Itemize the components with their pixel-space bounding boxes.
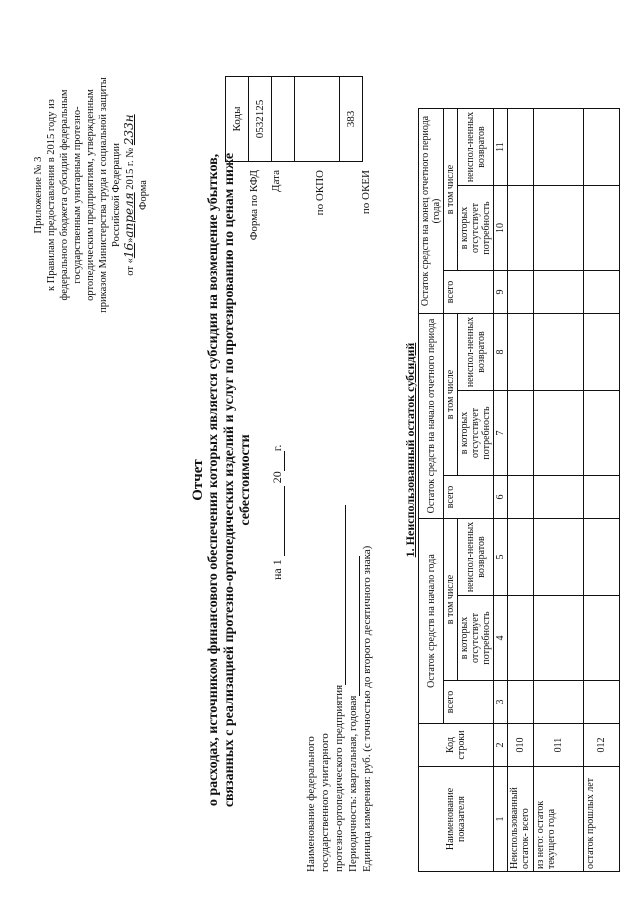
codes-table	[225, 76, 363, 162]
header-total: всего	[444, 271, 494, 314]
table-cell[interactable]	[534, 109, 584, 186]
org-name-field[interactable]	[335, 505, 346, 685]
table-cell[interactable]	[584, 476, 620, 519]
period-blank[interactable]	[272, 486, 285, 556]
table-cell[interactable]	[534, 186, 584, 271]
handwritten-day: 16	[122, 242, 136, 259]
title-line: о расходах, источником финансового обеспечения которых является субсидия на возмещение убытков,	[206, 153, 221, 807]
table-cell[interactable]	[534, 476, 584, 519]
organization-info	[305, 452, 375, 872]
column-number: 3	[494, 681, 508, 724]
row-code: 011	[534, 724, 584, 767]
header-group-year-start: Остаток средств на начало года	[419, 519, 444, 724]
header-unreturned: неиспол-ненных возвратов	[458, 314, 494, 391]
table-cell[interactable]	[584, 109, 620, 186]
header-unreturned: неиспол-ненных возвратов	[458, 519, 494, 596]
section-title: 1. Неиспользованный остаток субсидий	[403, 342, 417, 558]
handwritten-number: 233н	[122, 114, 136, 146]
table-cell[interactable]	[584, 519, 620, 596]
appendix-line: Российской Федерации	[111, 143, 122, 247]
code-okpo-value[interactable]	[295, 77, 340, 162]
balance-table	[418, 108, 620, 872]
table-cell[interactable]	[584, 596, 620, 681]
appendix-line: Приложение № 3	[33, 156, 44, 234]
form-word: Форма	[138, 180, 149, 210]
code-kfd-value[interactable]: 0532125	[249, 77, 272, 162]
title-line: себестоимости	[238, 434, 253, 526]
table-cell[interactable]	[508, 271, 534, 314]
report-title	[190, 100, 254, 860]
header-no-need: в которых отсутствует потребность	[458, 186, 494, 271]
table-cell[interactable]	[508, 596, 534, 681]
title-line: связанных с реализацией протезно-ортопедических изделий и услуг по протезированию по ценам ниже	[222, 152, 237, 808]
header-total: всего	[444, 681, 494, 724]
periodicity-field[interactable]	[349, 556, 360, 696]
appendix-date: от «16»апреля 2015 г. № 233н	[122, 114, 136, 276]
table-cell[interactable]	[508, 314, 534, 391]
header-incl: в том числе	[444, 314, 458, 476]
table-cell[interactable]	[508, 186, 534, 271]
column-number: 10	[494, 186, 508, 271]
table-cell[interactable]	[584, 391, 620, 476]
title-line: Отчет	[190, 459, 206, 501]
header-group-period-end: Остаток средств на конец отчетного периода (года)	[419, 109, 444, 314]
handwritten-month: апреля	[122, 192, 136, 238]
code-label-date: Дата	[270, 170, 282, 192]
appendix-line: ортопедическим предприятиям, утвержденным	[85, 89, 96, 301]
header-indicator: Наименование показателя	[419, 767, 494, 872]
table-cell[interactable]	[584, 186, 620, 271]
column-number: 2	[494, 724, 508, 767]
code-label-okpo: по ОКПО	[314, 170, 326, 216]
code-date-value[interactable]	[272, 77, 295, 162]
column-number: 7	[494, 391, 508, 476]
table-cell[interactable]	[584, 314, 620, 391]
appendix-block	[32, 70, 150, 320]
header-incl: в том числе	[444, 109, 458, 271]
header-group-period-start: Остаток средств на начало отчетного периода	[419, 314, 444, 519]
row-code: 012	[584, 724, 620, 767]
org-name-label: Наименование федерального	[305, 736, 317, 872]
code-label-okei: по ОКЕИ	[360, 170, 372, 215]
table-cell[interactable]	[508, 681, 534, 724]
header-unreturned: неиспол-ненных возвратов	[458, 109, 494, 186]
year-blank[interactable]	[272, 451, 285, 471]
column-number: 8	[494, 314, 508, 391]
column-number: 9	[494, 271, 508, 314]
row-name: остаток прошлых лет	[584, 767, 620, 872]
code-okei-value[interactable]: 383	[340, 77, 363, 162]
column-number: 6	[494, 476, 508, 519]
appendix-line: федерального бюджета субсидий федеральным	[59, 89, 70, 301]
table-cell[interactable]	[584, 271, 620, 314]
table-cell[interactable]	[508, 519, 534, 596]
table-cell[interactable]	[508, 476, 534, 519]
header-no-need: в которых отсутствует потребность	[458, 596, 494, 681]
table-cell[interactable]	[534, 596, 584, 681]
header-incl: в том числе	[444, 519, 458, 681]
appendix-line: к Правилам предоставления в 2015 году из	[46, 99, 57, 291]
appendix-line: государственным унитарным протезно-	[72, 106, 83, 284]
row-name: Неиспользованный остаток- всего	[508, 767, 534, 872]
units-label: Единица измерения: руб. (с точностью до второго десятичного знака)	[361, 545, 373, 872]
table-cell[interactable]	[508, 109, 534, 186]
column-number: 5	[494, 519, 508, 596]
column-number: 1	[494, 767, 508, 872]
table-cell[interactable]	[534, 391, 584, 476]
header-total: всего	[444, 476, 494, 519]
table-cell[interactable]	[534, 519, 584, 596]
column-number: 11	[494, 109, 508, 186]
table-cell[interactable]	[534, 314, 584, 391]
row-name: из него: остаток текущего года	[534, 767, 584, 872]
header-no-need: в которых отсутствует потребность	[458, 391, 494, 476]
table-cell[interactable]	[534, 271, 584, 314]
org-name-label: государственного унитарного	[319, 733, 331, 872]
column-number: 4	[494, 596, 508, 681]
rotated-form-sheet	[20, 20, 610, 880]
codes-header: Коды	[226, 77, 249, 162]
header-code: Код строки	[419, 724, 494, 767]
periodicity-label: Периодичность: квартальная, годовая	[347, 452, 360, 872]
row-code: 010	[508, 724, 534, 767]
report-period: на 1 20г.	[270, 444, 284, 580]
code-label-kfd: Форма по КФД	[248, 170, 260, 241]
org-name-label: протезно-ортопедического предприятия	[333, 452, 346, 872]
table-cell[interactable]	[584, 681, 620, 724]
table-cell[interactable]	[508, 391, 534, 476]
appendix-line: приказом Министерства труда и социальной защиты	[98, 77, 109, 313]
table-cell[interactable]	[534, 681, 584, 724]
